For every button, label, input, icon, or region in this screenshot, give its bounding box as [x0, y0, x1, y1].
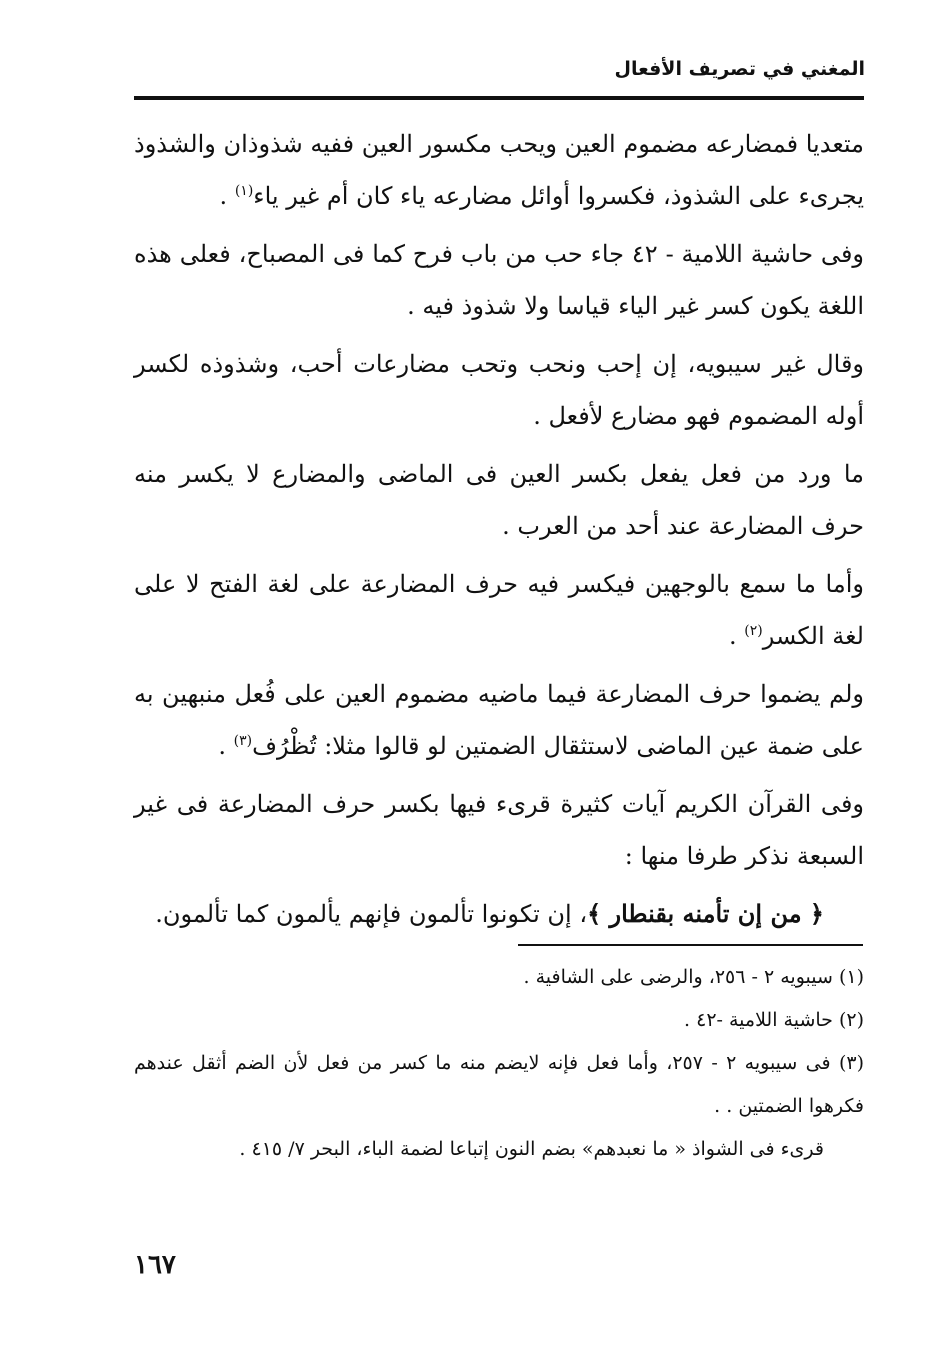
- paragraph-5: [134, 558, 864, 662]
- footnote-3-continued: قرىء فى الشواذ « ما نعبدهم» بضم النون إتباعا لضمة الباء، البحر ٧/ ٤١٥ .: [239, 1138, 824, 1160]
- paragraph-4: ما ورد من فعل يفعل بكسر العين فى الماضى والمضارع لا يكسر منه حرف المضارعة عند أحد من العرب .: [134, 460, 864, 540]
- paragraph-2: وفى حاشية اللامية - ٤٢ جاء حب من باب فرح كما فى المصباح، فعلى هذه اللغة يكون كسر غير الياء قياسا ولا شذوذ فيه .: [134, 240, 865, 320]
- paragraph-1-end: .: [219, 182, 235, 210]
- paragraph-6-end: .: [218, 732, 234, 760]
- main-text: [134, 118, 864, 946]
- header-rule: [134, 96, 864, 100]
- footnote-ref-1: (١): [234, 183, 254, 199]
- paragraph-7: وفى القرآن الكريم آيات كثيرة قرىء فيها بكسر حرف المضارعة فى غير السبعة نذكر طرفا منها :: [134, 790, 865, 870]
- footnote-2: (٢) حاشية اللامية -٤٢ .: [684, 1009, 864, 1031]
- footnote-rule: [518, 944, 863, 946]
- paragraph-1-text: متعديا فمضارعه مضموم العين ويحب مكسور العين ففيه شذوذان والشذوذ يجرىء على الشذوذ، فكسروا أوائل مضارعه ياء كان أم غير ياء: [134, 130, 864, 210]
- footnote-1: (١) سيبويه ٢ - ٢٥٦، والرضى على الشافية .: [523, 966, 864, 988]
- quran-verse: ﴿ من إن تأمنه بقنطار ﴾: [587, 899, 824, 928]
- footnotes: [134, 956, 864, 1171]
- paragraph-6: [134, 668, 864, 772]
- paragraph-1: [134, 118, 864, 222]
- quran-verse-paragraph: [134, 888, 864, 940]
- footnote-ref-2: (٢): [744, 623, 763, 639]
- quran-verse-rest: ، إن تكونوا تألمون فإنهم يألمون كما تألمون.: [155, 900, 588, 928]
- paragraph-5-text: وأما ما سمع بالوجهين فيكسر فيه حرف المضارعة على لغة الفتح لا على لغة الكسر: [134, 570, 864, 650]
- paragraph-5-end: .: [728, 622, 745, 650]
- footnote-ref-3: (٣): [233, 733, 253, 749]
- paragraph-3: وقال غير سيبويه، إن إحب ونحب وتحب مضارعات أحب، وشذوذه لكسر أوله المضموم فهو مضارع لأفعل .: [134, 350, 864, 430]
- page-number: ١٦٧: [134, 1250, 176, 1280]
- footnote-3: (٣) فى سيبويه ٢ - ٢٥٧، وأما فعل فإنه لايضم منه ما كسر من فعل لأن الضم أثقل عندهم فكرهوا الضمتين . .: [134, 1052, 864, 1117]
- paragraph-6-text: ولم يضموا حرف المضارعة فيما ماضيه مضموم العين على فُعل منبهين به على ضمة عين الماضى لاستثقال الضمتين لو قالوا مثلا: تُظْرُف: [134, 680, 865, 760]
- running-title: المغني في تصريف الأفعال: [614, 58, 865, 80]
